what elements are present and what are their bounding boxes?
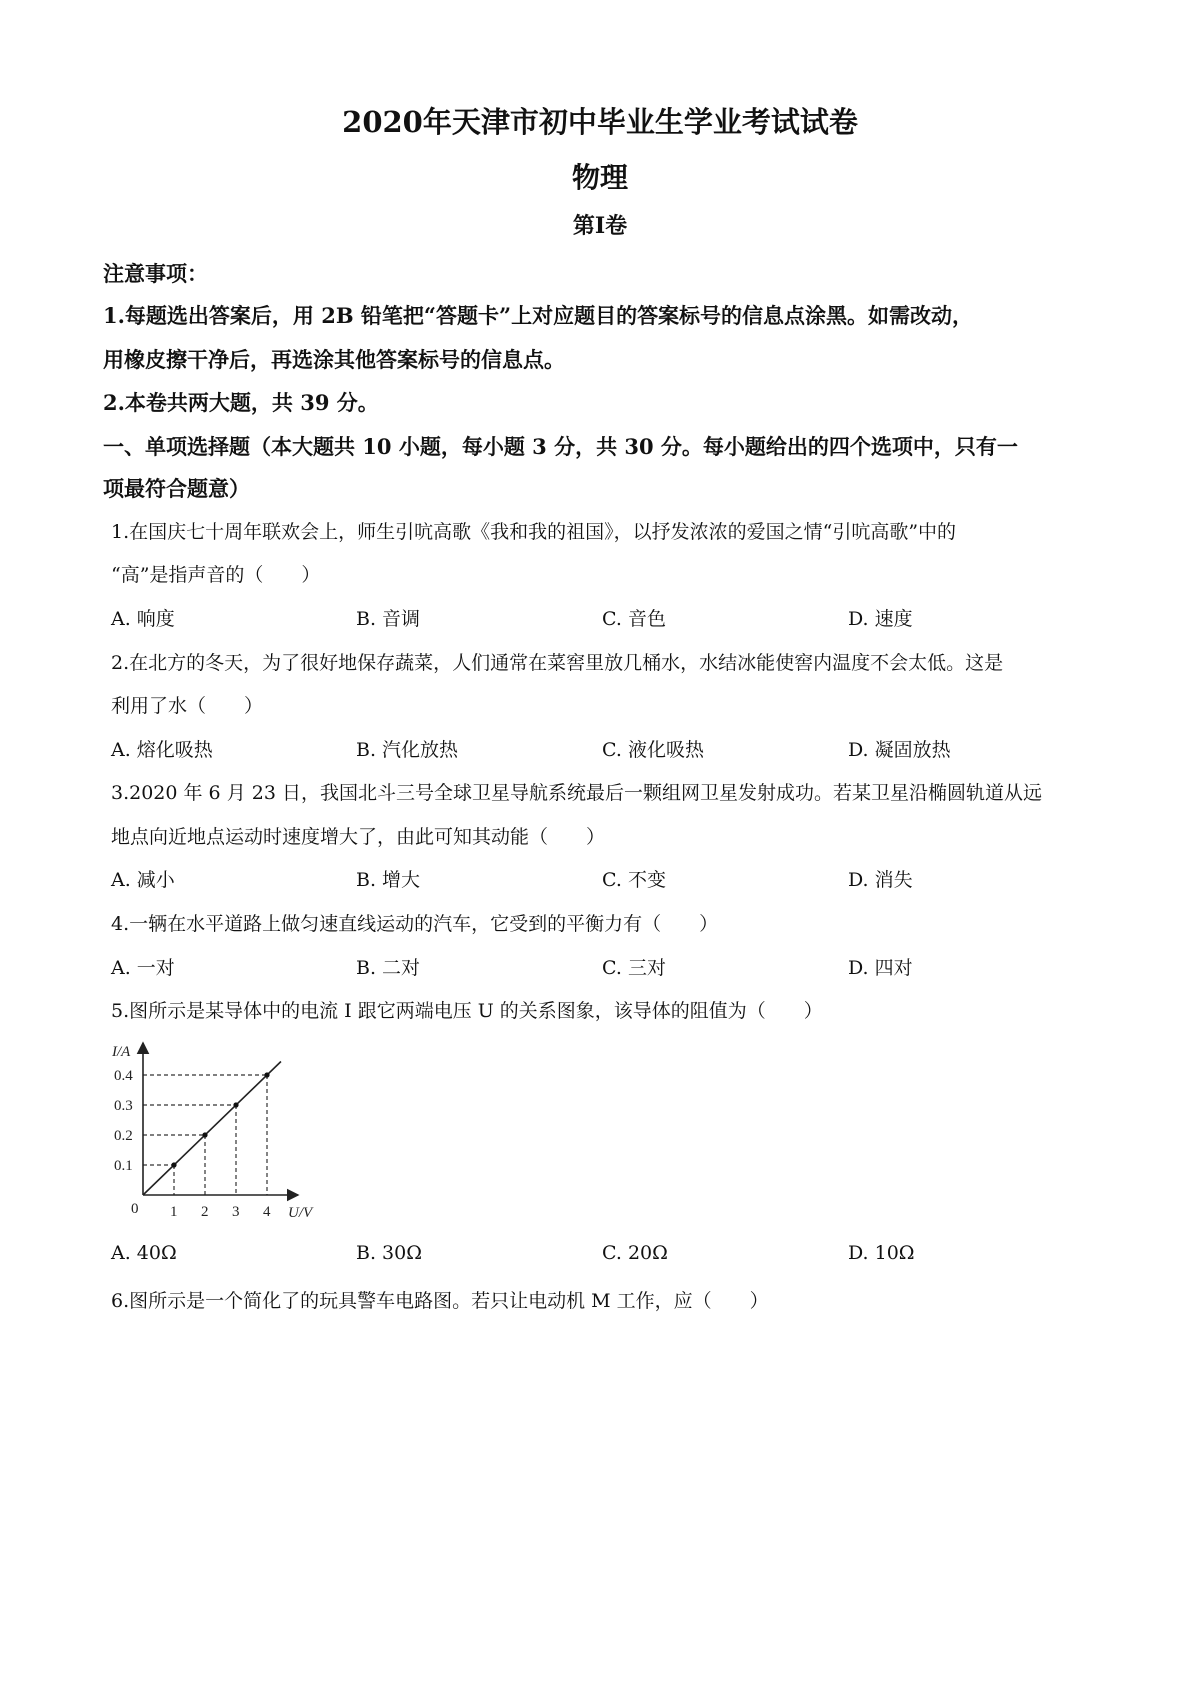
question-2-text-cont: 利用了水（ ） <box>111 695 264 717</box>
question-3-text: 3.2020 年 6 月 23 日，我国北斗三号全球卫星导航系统最后一颗组网卫星发射成功。若某卫星沿椭圆轨道从远 <box>111 782 1042 804</box>
q5-option-a: A. 40Ω <box>111 1242 177 1264</box>
question-6-text: 6.图所示是一个简化了的玩具警车电路图。若只让电动机 M 工作，应（ ） <box>111 1290 769 1312</box>
notice-item-1: 1.每题选出答案后，用 2B 铅笔把“答题卡”上对应题目的答案标号的信息点涂黑。如需改动， <box>103 303 974 328</box>
x-tick-label-3: 4 <box>263 1204 271 1220</box>
section-heading: 一、单项选择题（本大题共 10 小题，每小题 3 分，共 30 分。每小题给出的四个选项中，只有一 <box>103 434 1018 459</box>
q3-option-c: C. 不变 <box>602 869 666 891</box>
q5-option-c: C. 20Ω <box>602 1242 668 1264</box>
q1-option-d: D. 速度 <box>848 608 913 630</box>
volume-label: 第Ⅰ卷 <box>572 213 628 239</box>
q2-option-d: D. 凝固放热 <box>848 739 951 761</box>
q3-option-d: D. 消失 <box>848 869 913 891</box>
question-1-text-cont: “高”是指声音的（ ） <box>111 564 321 586</box>
y-tick-label-1: 0.2 <box>114 1128 133 1144</box>
subject-title: 物理 <box>571 161 628 194</box>
q2-option-a: A. 熔化吸热 <box>111 739 213 761</box>
notice-heading: 注意事项： <box>103 261 208 286</box>
q4-option-a: A. 一对 <box>111 957 175 979</box>
x-tick-label-2: 3 <box>232 1204 240 1220</box>
question-4-text: 4.一辆在水平道路上做匀速直线运动的汽车，它受到的平衡力有（ ） <box>111 913 719 935</box>
q3-option-b: B. 增大 <box>356 869 421 891</box>
y-tick-label-2: 0.3 <box>114 1098 133 1114</box>
y-axis-label: I/A <box>112 1044 131 1060</box>
notice-item-1-cont: 用橡皮擦干净后，再选涂其他答案标号的信息点。 <box>103 347 565 372</box>
q5-option-b: B. 30Ω <box>356 1242 422 1264</box>
data-point-4 <box>264 1072 269 1077</box>
data-point-2 <box>202 1132 207 1137</box>
section-heading-cont: 项最符合题意） <box>103 476 250 501</box>
q4-option-c: C. 三对 <box>602 957 666 979</box>
q4-option-d: D. 四对 <box>848 957 913 979</box>
y-tick-label-0: 0.1 <box>114 1158 133 1174</box>
series-line-iu <box>143 1062 281 1196</box>
question-5-text: 5.图所示是某导体中的电流 I 跟它两端电压 U 的关系图象，该导体的阻值为（ ） <box>111 1000 823 1022</box>
question-1-text: 1.在国庆七十周年联欢会上，师生引吭高歌《我和我的祖国》，以抒发浓浓的爱国之情“引吭高歌”中的 <box>111 521 957 543</box>
y-tick-label-3: 0.4 <box>114 1068 133 1084</box>
question-2-text: 2.在北方的冬天，为了很好地保存蔬菜，人们通常在菜窖里放几桶水，水结冰能使窖内温度不会太低。这是 <box>111 652 1004 674</box>
q2-option-b: B. 汽化放热 <box>356 739 459 761</box>
x-axis-label: U/V <box>288 1205 313 1220</box>
x-tick-label-0: 1 <box>170 1204 178 1220</box>
x-tick-label-1: 2 <box>201 1204 209 1220</box>
q5-option-d: D. 10Ω <box>848 1242 915 1264</box>
q2-option-c: C. 液化吸热 <box>602 739 704 761</box>
notice-item-2: 2.本卷共两大题，共 39 分。 <box>103 390 379 415</box>
origin-label: 0 <box>131 1201 139 1217</box>
question-3-text-cont: 地点向近地点运动时速度增大了，由此可知其动能（ ） <box>111 826 606 848</box>
q3-option-a: A. 减小 <box>111 869 175 891</box>
q1-option-b: B. 音调 <box>356 608 421 630</box>
data-point-1 <box>171 1162 176 1167</box>
iu-graph <box>110 1035 360 1220</box>
data-point-3 <box>233 1102 238 1107</box>
q1-option-c: C. 音色 <box>602 608 666 630</box>
exam-title: 2020年天津市初中毕业生学业考试试卷 <box>342 105 858 139</box>
q4-option-b: B. 二对 <box>356 957 421 979</box>
q1-option-a: A. 响度 <box>111 608 175 630</box>
